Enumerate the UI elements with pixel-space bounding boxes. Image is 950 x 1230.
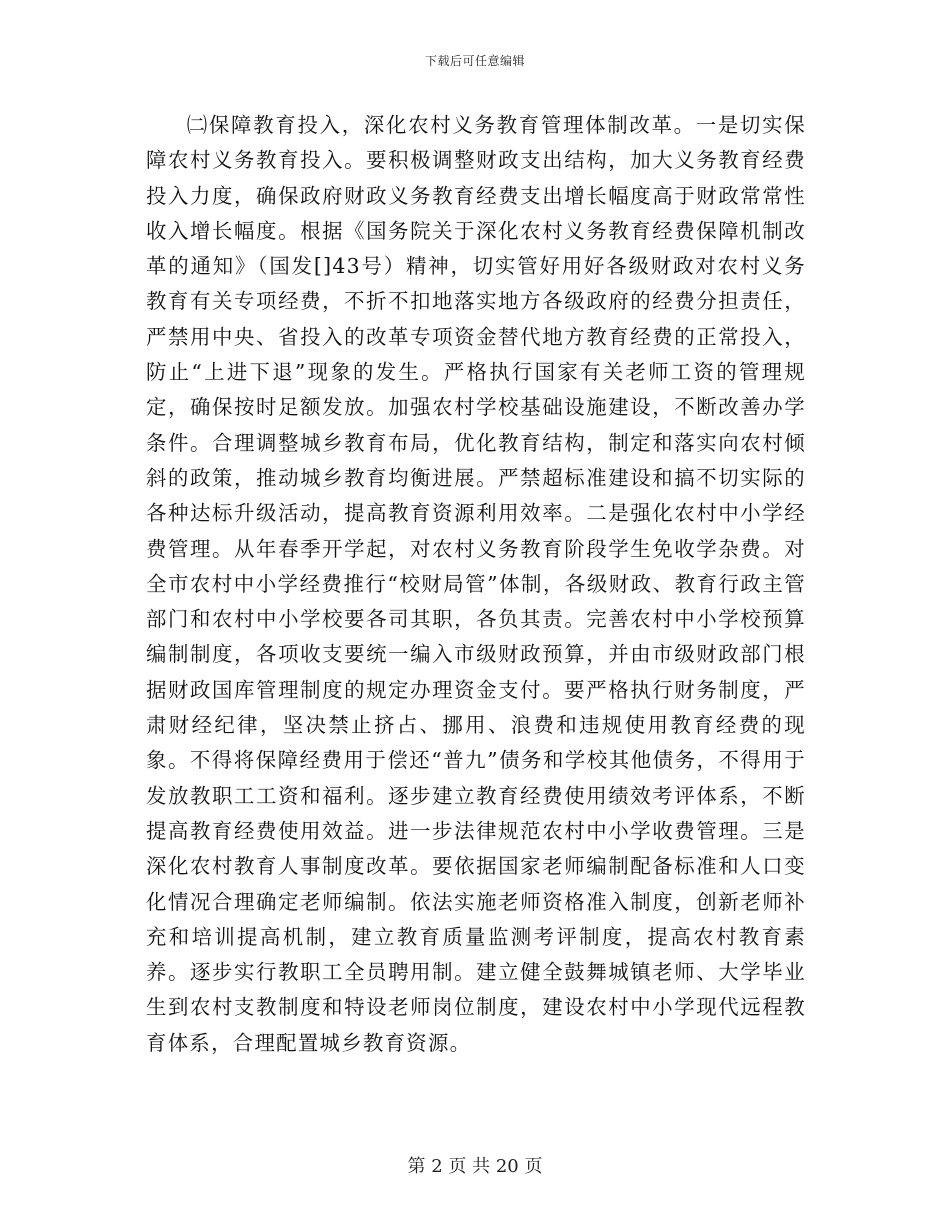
body-paragraph: ㈡保障教育投入，深化农村义务教育管理体制改革。一是切实保障农村义务教育投入。要积极调整财政支出结构，加大义务教育经费投入力度，确保政府财政义务教育经费支出增长幅度高于财政常常性收入增长幅度。根据《国务院关于深化农村义务教育经费保障机制改革的通知》（国发[]43号）精神，切实管好用好各级财政对农村义务教育有关专项经费，不折不扣地落实地方各级政府的经费分担责任，严禁用中央、省投入的改革专项资金替代地方教育经费的正常投入，防止“上进下退”现象的发生。严格执行国家有关老师工资的管理规定，确保按时足额发放。加强农村学校基础设施建设，不断改善办学条件。合理调整城乡教育布局，优化教育结构，制定和落实向农村倾斜的政策，推动城乡教育均衡进展。严禁超标准建设和搞不切实际的各种达标升级活动，提高教育资源利用效率。二是强化农村中小学经费管理。从年春季开学起，对农村义务教育阶段学生免收学杂费。对全市农村中小学经费推行“校财局管”体制，各级财政、教育行政主管部门和农村中小学校要各司其职，各负其责。完善农村中小学校预算编制制度，各项收支要统一编入市级财政预算，并由市级财政部门根据财政国库管理制度的规定办理资金支付。要严格执行财务制度，严肃财经纪律，坚决禁止挤占、挪用、浪费和违规使用教育经费的现象。不得将保障经费用于偿还“普九”债务和学校其他债务，不得用于发放教职工工资和福利。逐步建立教育经费使用绩效考评体系，不断提高教育经费使用效益。进一步法律规范农村中小学收费管理。三是深化农村教育人事制度改革。要依据国家老师编制配备标准和人口变化情况合理确定老师编制。依法实施老师资格准入制度，创新老师补充和培训提高机制，建立教育质量监测考评制度，提高农村教育素养。逐步实行教职工全员聘用制。建立健全鼓舞城镇老师、大学毕业生到农村支教制度和特设老师岗位制度，建设农村中小学现代远程教育体系，合理配置城乡教育资源。 [146, 113, 806, 1055]
page-header: 下载后可任意编辑 [424, 54, 525, 68]
page-number-footer: 第 2 页 共 20 页 [407, 1156, 543, 1177]
